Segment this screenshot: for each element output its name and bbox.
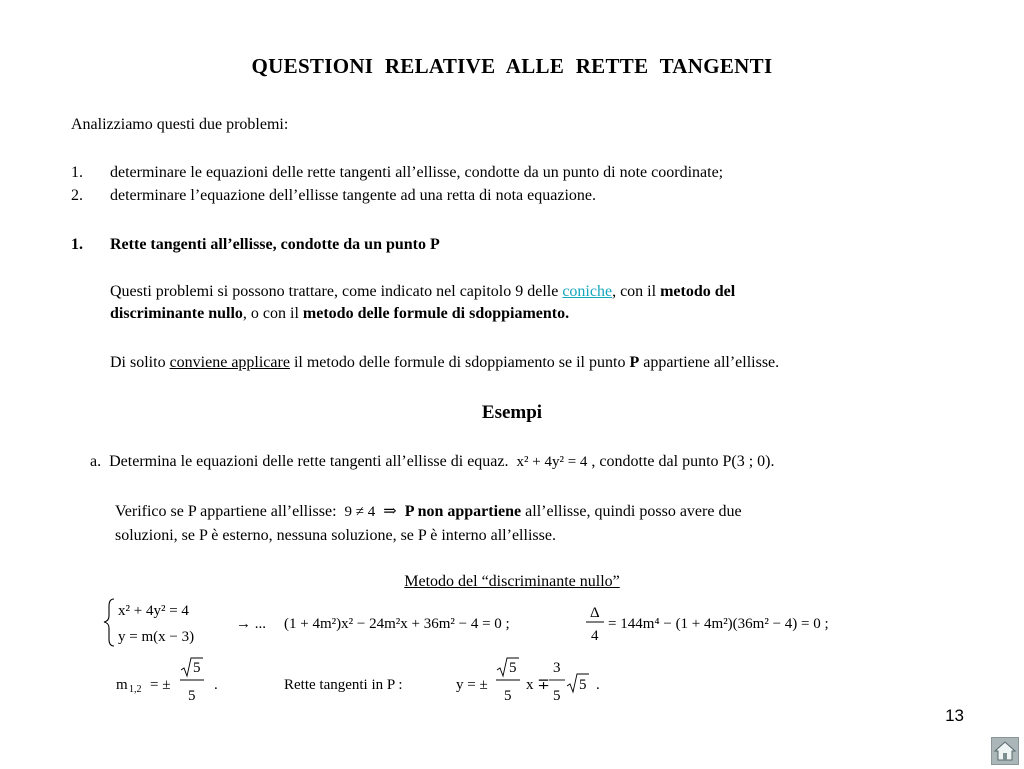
para1-bold-1b: discriminante nullo [110,305,243,322]
para2-text-1: Di solito [110,354,170,371]
section-1-title: Rette tangenti all’ellisse, condotte da un punto P [110,236,440,253]
example-a-equation: x² + 4y² = 4 [516,454,588,470]
quadratic-equation: (1 + 4m²)x² − 24m²x + 36m² − 4 = 0 ; [284,616,510,632]
method-heading-text: Metodo del “discriminante nullo” [404,573,620,590]
paragraph-usually [110,352,779,374]
page-number: 13 [945,706,964,725]
continuation-arrow: → ... [236,616,266,632]
m-end-dot: . [214,677,218,693]
para2-underlined: conviene applicare [169,354,290,371]
system-line-2: y = m(x − 3) [118,629,195,645]
problem-1-number: 1. [71,164,83,181]
system-brace [104,599,114,646]
verification-check: 9 ≠ 4 [344,504,376,520]
home-button[interactable] [991,737,1019,765]
m-subscript: 1,2 [129,684,142,695]
verification-line-2: soluzioni, se P è esterno, nessuna soluzione, se P è interno all’ellisse. [115,527,556,544]
intercept-radicand: 5 [579,677,587,693]
examples-heading: Esempi [481,402,543,423]
verification-text-1: Verifico se P appartiene all’ellisse: [115,503,337,520]
sqrt-radicand: 5 [193,660,201,676]
tangent-lines-label: Rette tangenti in P : [284,677,403,693]
paragraph-methods [110,281,735,325]
plus-minus-equals: = ± [150,677,171,693]
intercept-numerator: 3 [553,660,561,676]
para1-bold-2: metodo delle formule di sdoppiamento. [302,305,570,322]
tangent-end-dot: . [596,677,600,693]
m-symbol: m [116,677,128,693]
problem-1-text: determinare le equazioni delle rette tangenti all’ellisse, condotte da un punto di note coordinate; [110,164,724,181]
implies-arrow: ⇒ [383,503,397,520]
slide-title: QUESTIONI RELATIVE ALLE RETTE TANGENTI [251,54,773,78]
coniche-link[interactable]: coniche [562,283,613,300]
m-denominator: 5 [188,688,196,704]
system-line-1: x² + 4y² = 4 [118,603,189,619]
delta-symbol: Δ [590,605,600,621]
example-a [90,453,775,471]
example-a-text-2: , condotte dal punto P(3 ; 0). [591,453,775,470]
para2-text-3: appartiene all’ellisse. [639,354,780,371]
intro-text: Analizziamo questi due problemi: [71,116,289,133]
verification-line-1 [115,500,742,524]
para2-bold-p: P [629,354,640,371]
verification-paragraph [115,500,742,547]
intercept-denominator: 5 [553,688,561,704]
home-icon [992,738,1018,764]
paragraph-methods-line-1 [110,281,735,303]
x-minus-plus: x ∓ [526,677,550,693]
problem-2-number: 2. [71,187,83,204]
y-plus-minus: y = ± [456,677,488,693]
section-1-number: 1. [71,236,83,253]
slope-denominator: 5 [504,688,512,704]
para1-text-2: , con il [612,283,661,300]
para1-bold-1: metodo del [660,283,736,300]
para1-text-1: Questi problemi si possono trattare, come indicato nel capitolo 9 delle [110,283,563,300]
discriminant-equation: = 144m⁴ − (1 + 4m²)(36m² − 4) = 0 ; [608,616,829,632]
example-a-label: a. [90,453,102,470]
example-a-text-1: Determina le equazioni delle rette tangenti all’ellisse di equaz. [109,453,509,470]
para1-text-3: , o con il [242,305,303,322]
method-heading [0,573,1024,591]
verification-bold: P non appartiene [404,503,522,520]
delta-denominator: 4 [591,628,599,644]
math-derivation [100,596,880,710]
slope-radicand: 5 [509,660,517,676]
problem-2-text: determinare l’equazione dell’ellisse tangente ad una retta di nota equazione. [110,187,596,204]
paragraph-methods-line-2 [110,303,735,325]
para2-text-2: il metodo delle formule di sdoppiamento se il punto [289,354,630,371]
verification-text-2: all’ellisse, quindi posso avere due [521,503,742,520]
